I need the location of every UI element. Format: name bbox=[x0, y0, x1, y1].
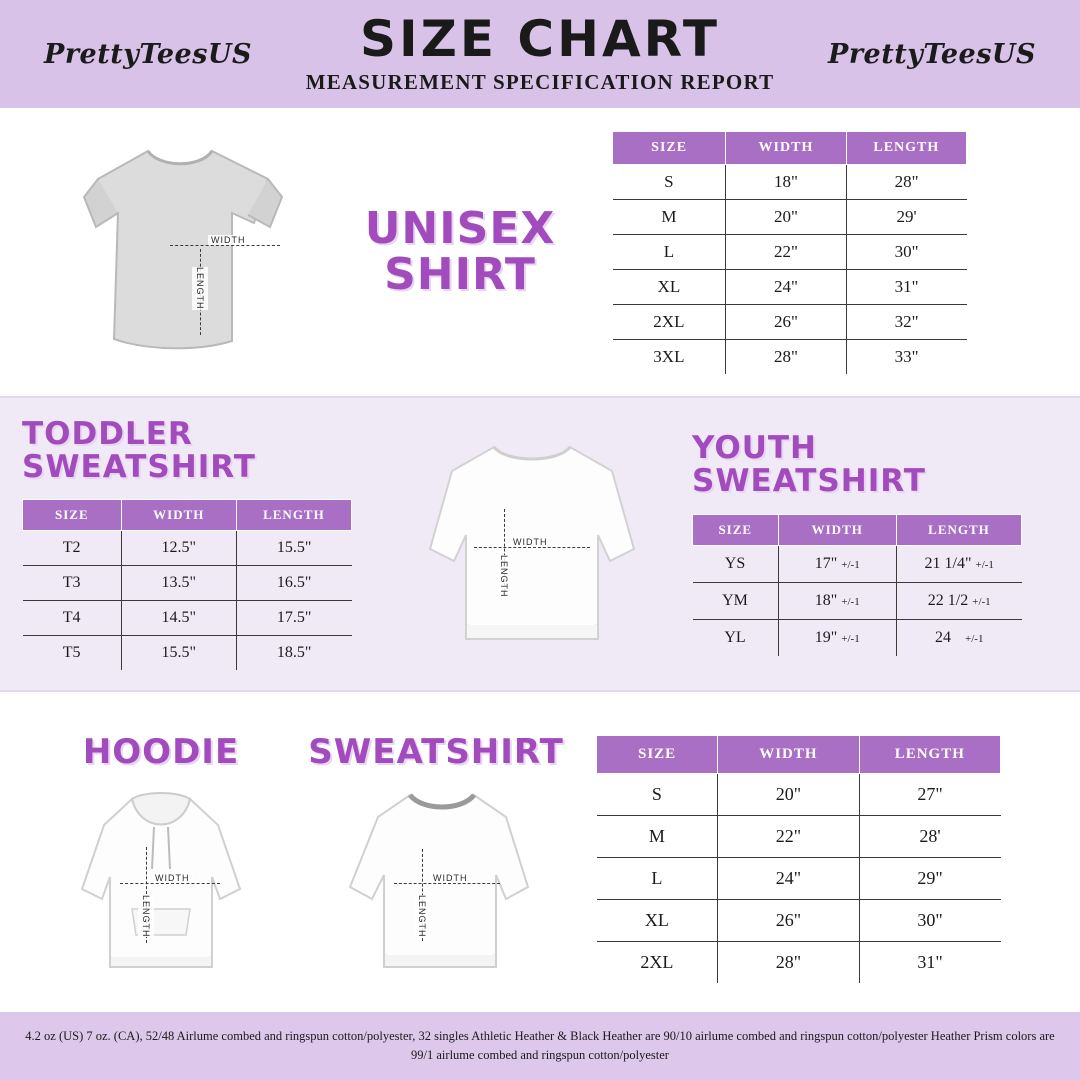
cell-length: 18.5" bbox=[276, 644, 312, 662]
hoodie-width-label: WIDTH bbox=[152, 873, 193, 883]
cell-length: 31" bbox=[917, 952, 943, 972]
table-row bbox=[693, 619, 1022, 656]
cell-width-value: 17" bbox=[814, 554, 838, 572]
table-row bbox=[613, 269, 967, 304]
cell-length: 16.5" bbox=[236, 566, 351, 601]
table-row bbox=[23, 531, 352, 566]
sweatshirt-block bbox=[296, 732, 576, 977]
col-size: SIZE bbox=[693, 514, 779, 545]
sweatshirt-title: SWEATSHIRT bbox=[308, 732, 564, 773]
table-row bbox=[693, 545, 1022, 582]
section-unisex bbox=[0, 108, 1080, 396]
unisex-title: UNISEX SHIRT bbox=[364, 202, 556, 300]
col-width: WIDTH bbox=[726, 131, 846, 164]
hoodie-image bbox=[36, 777, 286, 977]
col-length: LENGTH bbox=[236, 500, 351, 531]
sweatshirt-width-label: WIDTH bbox=[430, 873, 471, 883]
table-header-row bbox=[693, 514, 1022, 545]
page-footer bbox=[0, 1012, 1080, 1080]
cell-length-value: 21 1/4" bbox=[924, 554, 972, 572]
cell-size: 2XL bbox=[597, 942, 718, 984]
cell-width bbox=[778, 545, 896, 582]
cell-length: 15.5" bbox=[236, 531, 351, 566]
table-header-row bbox=[597, 736, 1001, 774]
cell-size: T4 bbox=[23, 601, 122, 636]
cell-length-value: 24 bbox=[935, 628, 952, 646]
cell-length-tolerance: +/-1 bbox=[972, 595, 991, 608]
section-toddler-youth bbox=[0, 398, 1080, 690]
col-size: SIZE bbox=[597, 736, 718, 774]
cell-size: YL bbox=[693, 619, 779, 656]
youth-size-table bbox=[692, 514, 1022, 656]
cell-width: 28" bbox=[726, 339, 846, 374]
cell-width-tolerance: +/-1 bbox=[841, 558, 860, 571]
sweatshirt-table-wrap bbox=[596, 735, 1001, 983]
col-size: SIZE bbox=[23, 500, 122, 531]
cell-length-tolerance: +/-1 bbox=[975, 558, 994, 571]
hoodie-title: HOODIE bbox=[82, 732, 240, 773]
cell-length bbox=[896, 619, 1021, 656]
unisex-title-block bbox=[330, 202, 590, 300]
page-title: SIZE CHART bbox=[359, 9, 721, 68]
page-subtitle: MEASUREMENT SPECIFICATION REPORT bbox=[305, 69, 775, 94]
cell-width-value: 19" bbox=[814, 628, 838, 646]
sweatshirt-size-table bbox=[596, 735, 1001, 983]
fabric-composition-text: 4.2 oz (US) 7 oz. (CA), 52/48 Airlume combed and ringspun cotton/polyester, 32 singles Athletic Heather & Black Heather are 90/10 airlume combed and ringspun cotton/polyester Heather Prism colors are 99/1 airlume combed and ringspun cotton/polyester bbox=[25, 1028, 1055, 1062]
cell-length-tolerance: +/-1 bbox=[965, 632, 984, 645]
cell-width: 22" bbox=[718, 816, 859, 858]
cell-length: 28' bbox=[859, 816, 1000, 858]
cell-width: 28" bbox=[718, 942, 859, 984]
table-row bbox=[23, 601, 352, 636]
youth-sweatshirt-image bbox=[382, 429, 682, 659]
cell-size: XL bbox=[613, 269, 726, 304]
cell-length bbox=[896, 545, 1021, 582]
unisex-size-table bbox=[612, 131, 967, 374]
brand-logo-left: PrettyTeesUS bbox=[44, 38, 252, 70]
tshirt-icon bbox=[40, 127, 330, 377]
youth-block bbox=[692, 432, 1042, 655]
cell-width: 26" bbox=[726, 304, 846, 339]
cell-length: 30" bbox=[859, 900, 1000, 942]
unisex-width-label: WIDTH bbox=[208, 235, 249, 245]
col-width: WIDTH bbox=[121, 500, 236, 531]
cell-size: T3 bbox=[23, 566, 122, 601]
toddler-size-table bbox=[22, 499, 352, 670]
table-row bbox=[597, 774, 1001, 816]
table-header-row bbox=[613, 131, 967, 164]
cell-size: XL bbox=[597, 900, 718, 942]
cell-width: 15.5" bbox=[121, 636, 236, 671]
col-length: LENGTH bbox=[846, 131, 966, 164]
cell-length: 27" bbox=[859, 774, 1000, 816]
cell-length bbox=[896, 582, 1021, 619]
unisex-tshirt-image bbox=[40, 127, 330, 377]
cell-length: 33" bbox=[894, 346, 919, 366]
youth-width-label: WIDTH bbox=[510, 537, 551, 547]
cell-width-tolerance: +/-1 bbox=[841, 595, 860, 608]
cell-width: 14.5" bbox=[121, 601, 236, 636]
page-header bbox=[0, 0, 1080, 108]
cell-length: 31" bbox=[846, 269, 966, 304]
cell-size: L bbox=[597, 858, 718, 900]
col-size: SIZE bbox=[613, 131, 726, 164]
brand-logo-right: PrettyTeesUS bbox=[828, 38, 1036, 70]
cell-size: L bbox=[613, 234, 726, 269]
table-row bbox=[597, 816, 1001, 858]
cell-length: 29' bbox=[846, 199, 966, 234]
table-header-row bbox=[23, 500, 352, 531]
toddler-title: TODDLER SWEATSHIRT bbox=[22, 415, 256, 485]
cell-width: 26" bbox=[718, 900, 859, 942]
cell-width: 20" bbox=[726, 199, 846, 234]
table-row bbox=[23, 636, 352, 671]
col-width: WIDTH bbox=[718, 736, 859, 774]
unisex-length-label: LENGTH bbox=[192, 267, 208, 310]
sweatshirt-image bbox=[306, 777, 566, 977]
unisex-table-wrap bbox=[612, 131, 967, 374]
cell-width: 18" bbox=[726, 164, 846, 199]
cell-width: 24" bbox=[718, 858, 859, 900]
cell-width: 24" bbox=[726, 269, 846, 304]
cell-size: T2 bbox=[23, 531, 122, 566]
youth-title: YOUTH SWEATSHIRT bbox=[692, 430, 926, 499]
table-row bbox=[613, 304, 967, 339]
cell-length: 29" bbox=[859, 858, 1000, 900]
cell-size: M bbox=[613, 199, 726, 234]
table-row bbox=[597, 942, 1001, 984]
table-row bbox=[613, 234, 967, 269]
hoodie-length-label: LENGTH bbox=[138, 895, 154, 938]
cell-size: YM bbox=[693, 582, 779, 619]
cell-length: 17.5" bbox=[236, 601, 351, 636]
cell-size: S bbox=[597, 774, 718, 816]
cell-width: 13.5" bbox=[121, 566, 236, 601]
cell-length: 28" bbox=[846, 164, 966, 199]
table-row bbox=[23, 566, 352, 601]
table-row bbox=[613, 339, 967, 374]
cell-width bbox=[778, 619, 896, 656]
youth-length-label: LENGTH bbox=[496, 555, 512, 598]
table-row bbox=[597, 900, 1001, 942]
section-hoodie-sweatshirt bbox=[0, 692, 1080, 1020]
cell-size: YS bbox=[693, 545, 779, 582]
table-row bbox=[613, 164, 967, 199]
cell-width: 12.5" bbox=[121, 531, 236, 566]
cell-size: T5 bbox=[23, 636, 122, 671]
col-length: LENGTH bbox=[859, 736, 1000, 774]
sweatshirt-length-label: LENGTH bbox=[414, 895, 430, 938]
table-row bbox=[693, 582, 1022, 619]
cell-width-tolerance: +/-1 bbox=[841, 632, 860, 645]
cell-width-value: 18" bbox=[814, 591, 838, 609]
cell-size: 2XL bbox=[613, 304, 726, 339]
hoodie-block bbox=[26, 732, 296, 977]
table-row bbox=[613, 199, 967, 234]
cell-width: 20" bbox=[718, 774, 859, 816]
cell-size: S bbox=[613, 164, 726, 199]
col-width: WIDTH bbox=[778, 514, 896, 545]
cell-length: 30" bbox=[846, 234, 966, 269]
cell-width bbox=[778, 582, 896, 619]
cell-size: 3XL bbox=[613, 339, 726, 374]
header-center bbox=[268, 9, 812, 95]
toddler-block bbox=[22, 415, 382, 670]
table-row bbox=[597, 858, 1001, 900]
cell-length: 32" bbox=[846, 304, 966, 339]
cell-length-value: 22 1/2 bbox=[927, 591, 969, 609]
cell-size: M bbox=[597, 816, 718, 858]
cell-width: 22" bbox=[726, 234, 846, 269]
col-length: LENGTH bbox=[896, 514, 1021, 545]
